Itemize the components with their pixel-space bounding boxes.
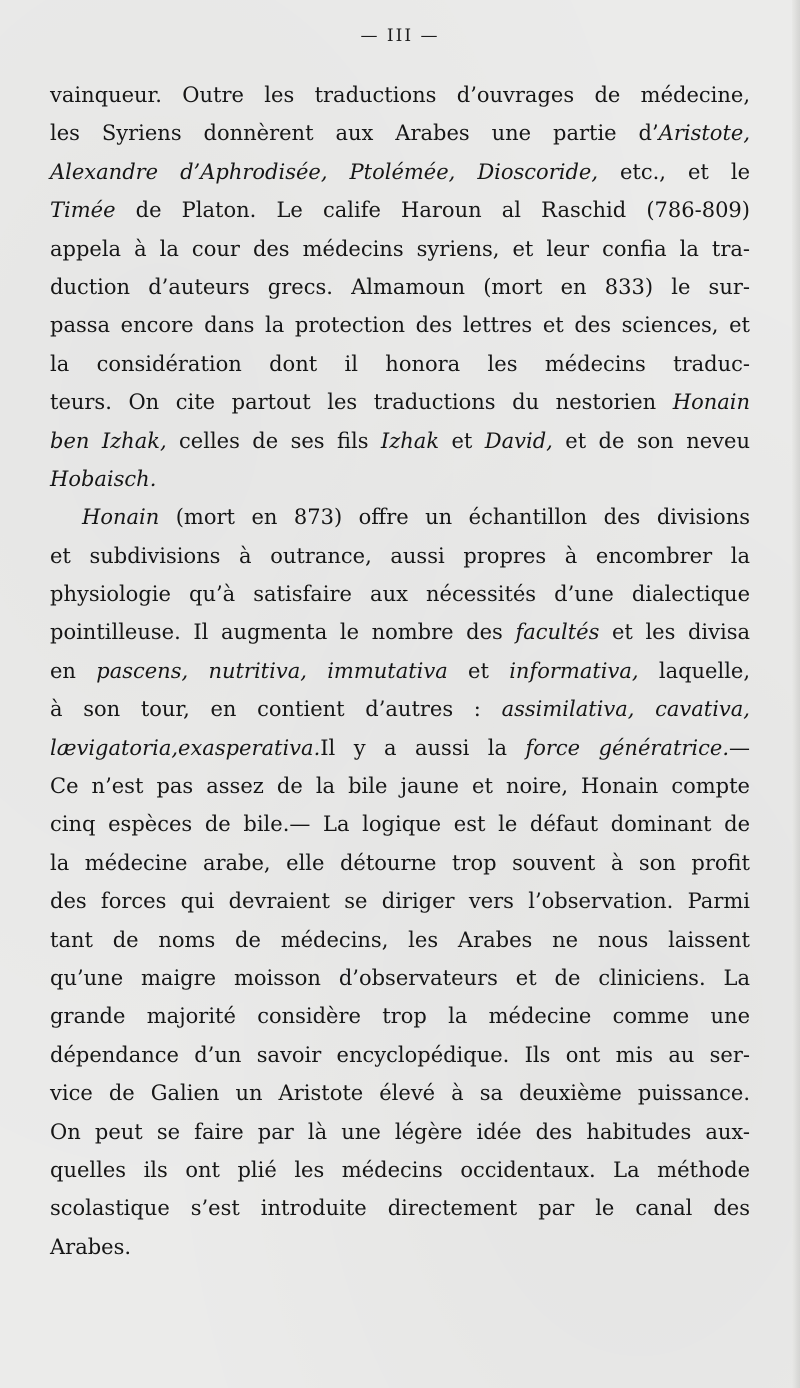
italic-text-segment: David,	[484, 428, 553, 453]
text-segment: Arabes.	[50, 1234, 132, 1259]
text-line	[50, 997, 750, 1035]
text-line	[50, 1151, 750, 1189]
text-segment: et subdivisions à outrance, aussi propres à encombrer la	[50, 543, 750, 568]
text-line	[50, 1036, 750, 1074]
text-segment: et les divisa	[599, 620, 751, 645]
text-segment: dépendance d’un savoir encyclopédique. Ils ont mis au ser-	[50, 1042, 750, 1067]
text-line	[50, 114, 750, 152]
text-segment: à son tour, en contient d’autres :	[50, 697, 502, 722]
text-segment: (mort en 873) offre un échantillon des divisions	[159, 505, 750, 530]
text-line	[50, 537, 750, 575]
text-line	[50, 921, 750, 959]
italic-text-segment: force génératrice.	[525, 735, 730, 760]
text-segment: qu’une maigre moisson d’observateurs et de cliniciens. La	[50, 965, 750, 990]
text-line	[50, 652, 750, 690]
text-segment: passa encore dans la protection des lettres et des sciences, et	[50, 313, 750, 338]
text-segment: scolastique s’est introduite directement par le canal des	[50, 1196, 750, 1221]
italic-text-segment: Alexandre d’Aphrodisée, Ptolémée, Dioscoride,	[50, 159, 598, 184]
page-edge-shadow	[792, 0, 800, 1388]
text-segment: vainqueur. Outre les traductions d’ouvrages de médecine,	[50, 83, 750, 107]
text-segment: teurs. On cite partout les traductions du nestorien	[50, 390, 673, 415]
text-segment: physiologie qu’à satisfaire aux nécessités d’une dialectique	[50, 582, 750, 607]
text-segment: laquelle,	[638, 658, 751, 683]
text-line	[50, 613, 750, 651]
italic-text-segment: ben Izhak,	[50, 428, 167, 453]
text-segment: la médecine arabe, elle détourne trop souvent à son profit	[50, 850, 750, 875]
text-line	[50, 1113, 750, 1151]
text-line	[50, 1189, 750, 1227]
text-segment: quelles ils ont plié les médecins occidentaux. La méthode	[50, 1157, 750, 1182]
text-segment: la considération dont il honora les médecins traduc-	[50, 351, 750, 376]
text-segment: duction d’auteurs grecs. Almamoun (mort en 833) le sur-	[50, 274, 750, 299]
text-line	[50, 345, 750, 383]
text-line	[50, 191, 750, 229]
text-segment: Ce n’est pas assez de la bile jaune et noire, Honain compte	[50, 774, 750, 799]
italic-text-segment: Izhak	[380, 428, 440, 453]
text-line	[50, 690, 750, 728]
text-segment: des forces qui devraient se diriger vers l’observation. Parmi	[50, 889, 750, 914]
italic-text-segment: Hobaisch.	[50, 466, 157, 491]
text-segment: les Syriens donnèrent aux Arabes une partie d’	[50, 121, 659, 146]
italic-text-segment: pascens, nutritiva, immutativa	[96, 658, 448, 683]
italic-text-segment: lævigatoria,exasperativa.	[50, 735, 321, 760]
text-segment: pointilleuse. Il augmenta le nombre des	[50, 620, 516, 645]
text-line	[50, 959, 750, 997]
text-segment: et de son neveu	[552, 428, 750, 453]
text-segment: de Platon. Le calife Haroun al Raschid (786-809)	[115, 198, 750, 223]
text-line	[50, 882, 750, 920]
text-line	[50, 767, 750, 805]
text-line	[50, 153, 750, 191]
text-line	[50, 383, 750, 421]
text-line	[50, 498, 750, 536]
text-line	[50, 268, 750, 306]
text-segment: Il y a aussi la	[320, 735, 526, 760]
text-segment: en	[50, 658, 97, 683]
text-segment: et	[439, 428, 485, 453]
body-text	[50, 76, 750, 1266]
text-line	[50, 805, 750, 843]
text-segment: grande majorité considère trop la médecine comme une	[50, 1004, 750, 1029]
page-number-header: — III —	[360, 26, 440, 46]
text-line	[50, 1228, 750, 1266]
text-line	[50, 76, 750, 114]
text-segment: —	[729, 735, 751, 760]
text-line	[50, 844, 750, 882]
text-line	[50, 422, 750, 460]
italic-text-segment: assimilativa, cavativa,	[501, 697, 750, 722]
text-segment: etc., et le	[598, 159, 750, 184]
text-segment: tant de noms de médecins, les Arabes ne nous laissent	[50, 927, 750, 952]
text-line	[50, 575, 750, 613]
italic-text-segment: Honain	[672, 390, 750, 415]
italic-text-segment: facultés	[515, 620, 600, 645]
text-line	[50, 460, 750, 498]
text-segment: celles de ses fils	[166, 428, 381, 453]
italic-text-segment: informativa,	[509, 658, 639, 683]
italic-text-segment: Honain	[82, 505, 160, 530]
text-line	[50, 306, 750, 344]
text-segment: appela à la cour des médecins syriens, et leur confia la tra-	[50, 236, 750, 261]
text-line	[50, 729, 750, 767]
italic-text-segment: Aristote,	[658, 121, 750, 146]
text-segment: On peut se faire par là une légère idée des habitudes aux-	[50, 1119, 750, 1144]
text-segment: vice de Galien un Aristote élevé à sa deuxième puissance.	[50, 1081, 750, 1106]
text-segment: et	[447, 658, 510, 683]
text-segment: cinq espèces de bile.— La logique est le défaut dominant de	[50, 812, 750, 837]
text-line	[50, 1074, 750, 1112]
italic-text-segment: Timée	[50, 198, 116, 223]
text-line	[50, 230, 750, 268]
